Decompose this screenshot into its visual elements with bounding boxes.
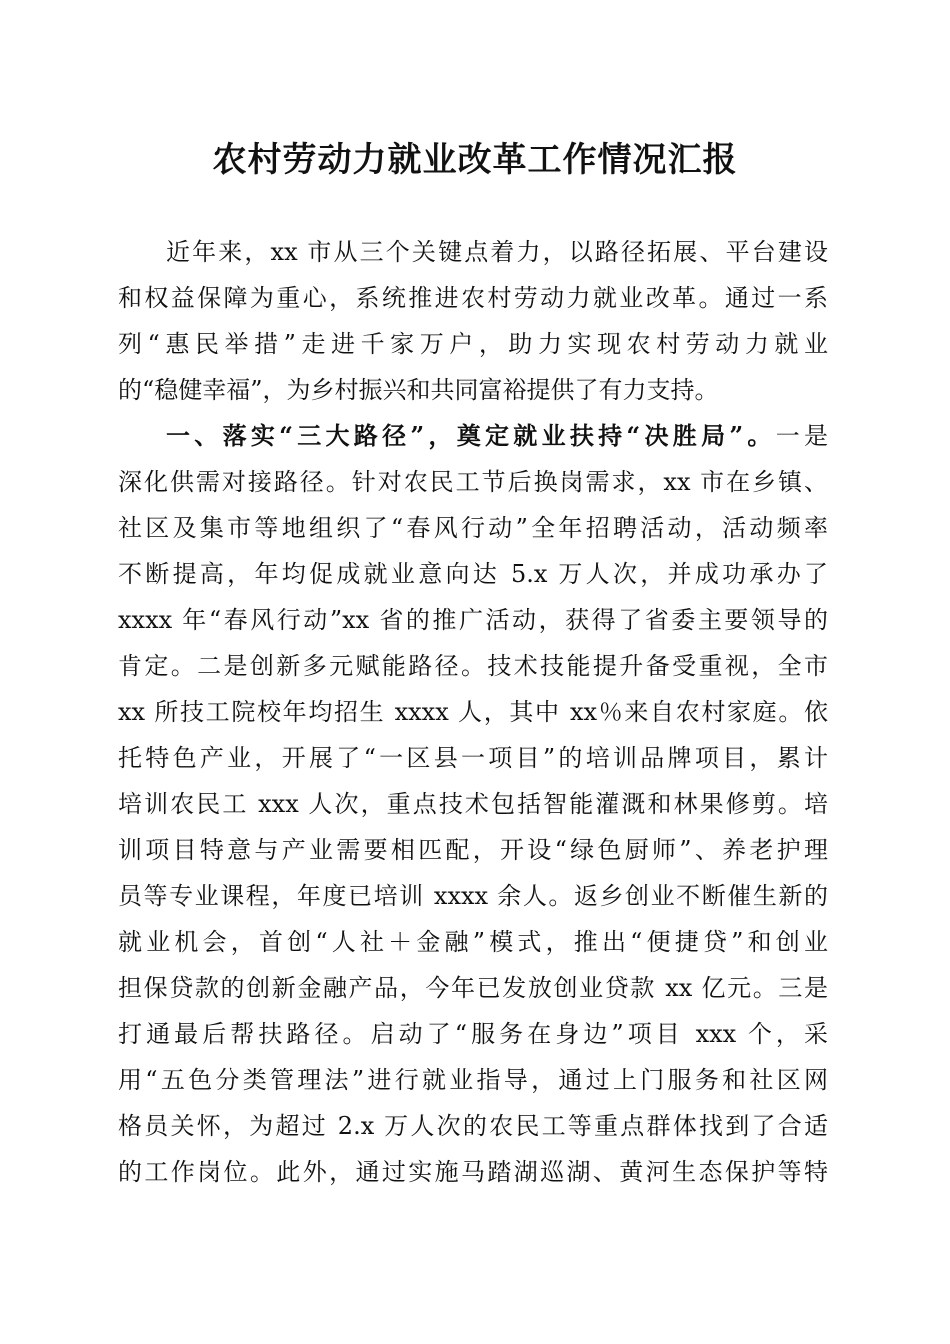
paragraph-line: 不断提高，年均促成就业意向达 5.x 万人次，并成功承办了	[118, 560, 828, 588]
intro-paragraph	[118, 229, 828, 413]
paragraph-line: 打通最后帮扶路径。启动了“服务在身边”项目 xxx 个，采	[118, 1020, 828, 1048]
paragraph-line: 用“五色分类管理法”进行就业指导，通过上门服务和社区网	[118, 1066, 828, 1094]
paragraph-line: 担保贷款的创新金融产品，今年已发放创业贷款 xx 亿元。三是	[118, 974, 828, 1002]
paragraph-line: 的工作岗位。此外，通过实施马踏湖巡湖、黄河生态保护等特	[118, 1158, 828, 1186]
paragraph-line: 员等专业课程，年度已培训 xxxx 余人。返乡创业不断催生新的	[118, 882, 828, 910]
document-body	[118, 229, 828, 1195]
paragraph-line: 肯定。二是创新多元赋能路径。技术技能提升备受重视，全市	[118, 652, 828, 680]
paragraph-line: 列“惠民举措”走进千家万户，助力实现农村劳动力就业	[118, 330, 828, 358]
paragraph-line: 就业机会，首创“人社＋金融”模式，推出“便捷贷”和创业	[118, 928, 828, 956]
paragraph-line: 训项目特意与产业需要相匹配，开设“绿色厨师”、养老护理	[118, 836, 828, 864]
paragraph-line: 培训农民工 xxx 人次，重点技术包括智能灌溉和林果修剪。培	[118, 790, 828, 818]
paragraph-line: 和权益保障为重心，系统推进农村劳动力就业改革。通过一系	[118, 284, 828, 312]
paragraph-line: xxxx 年“春风行动”xx 省的推广活动，获得了省委主要领导的	[118, 606, 828, 634]
paragraph-line: xx 所技工院校年均招生 xxxx 人，其中 xx％来自农村家庭。依	[118, 698, 828, 726]
paragraph-line: 深化供需对接路径。针对农民工节后换岗需求，xx 市在乡镇、	[118, 468, 828, 496]
paragraph-line: 格员关怀，为超过 2.x 万人次的农民工等重点群体找到了合适	[118, 1112, 828, 1140]
paragraph-line: 托特色产业，开展了“一区县一项目”的培训品牌项目，累计	[118, 744, 828, 772]
paragraph-line: 的“稳健幸福”，为乡村振兴和共同富裕提供了有力支持。	[118, 376, 719, 404]
document-title: 农村劳动力就业改革工作情况汇报	[212, 140, 738, 180]
section-one-paragraph	[118, 413, 828, 1195]
paragraph-line: 近年来，xx 市从三个关键点着力，以路径拓展、平台建设	[166, 238, 828, 266]
paragraph-line: 社区及集市等地组织了“春风行动”全年招聘活动，活动频率	[118, 514, 828, 542]
section-heading-continuation: 一是	[775, 422, 829, 450]
section-heading-line	[118, 413, 828, 459]
section-heading: 一、落实“三大路径”，奠定就业扶持“决胜局”。	[166, 421, 776, 450]
